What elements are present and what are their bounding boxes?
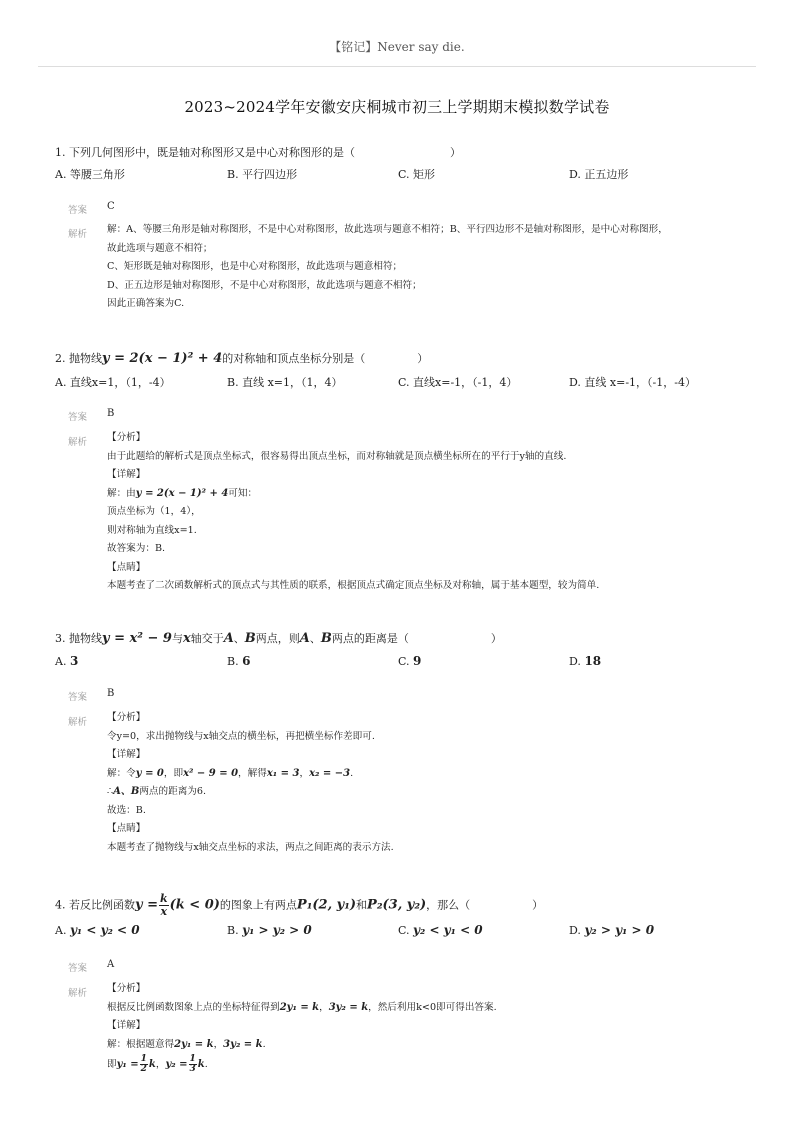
analysis-label: 解析 bbox=[68, 988, 88, 999]
analysis-line: 解：A、等腰三角形是轴对称图形，不是中心对称图形，故此选项与题意不相符；B、平行四边形不是轴对称图形，是中心对称图形， bbox=[107, 224, 668, 235]
analysis-heading: 【详解】 bbox=[107, 1020, 146, 1031]
option-b: B. y₁ > y₂ > 0 bbox=[227, 923, 312, 937]
question-4-analysis bbox=[107, 980, 727, 1076]
question-2-answer: B bbox=[107, 408, 115, 419]
question-3-stem: 3. 抛物线y = x² − 9与x轴交于A、B两点，则A、B两点的距离是（ ） bbox=[55, 631, 502, 646]
answer-label: 答案 bbox=[68, 412, 88, 423]
analysis-heading: 【分析】 bbox=[107, 432, 146, 443]
analysis-line: 本题考查了二次函数解析式的顶点式与其性质的联系，根据顶点式确定顶点坐标及对称轴，属于基本题型，较为简单. bbox=[107, 580, 600, 591]
question-1-analysis bbox=[107, 221, 727, 314]
option-a: A. 直线x=1，（1，-4） bbox=[55, 376, 171, 389]
option-c: C. 矩形 bbox=[398, 168, 436, 181]
option-c: C. 9 bbox=[398, 654, 422, 668]
analysis-heading: 【点睛】 bbox=[107, 561, 146, 573]
option-a: A. 3 bbox=[55, 654, 79, 668]
question-3-analysis bbox=[107, 709, 727, 857]
option-c: C. y₂ < y₁ < 0 bbox=[398, 923, 483, 937]
question-4-answer: A bbox=[107, 959, 115, 970]
question-1-answer: C bbox=[107, 201, 115, 212]
option-b: B. 直线 x=1，（1，4） bbox=[227, 376, 343, 389]
analysis-heading: 【详解】 bbox=[107, 749, 146, 760]
analysis-line: 因此正确答案为C. bbox=[107, 298, 185, 309]
header-divider bbox=[38, 66, 756, 67]
option-d: D. 直线 x=-1，（-1，-4） bbox=[569, 376, 696, 389]
fraction: $\frac{k}{x}$ bbox=[159, 892, 168, 918]
fraction: $\frac{1}{3}$ bbox=[189, 1054, 196, 1074]
analysis-heading: 【分析】 bbox=[107, 712, 146, 723]
question-4-stem: 4. 若反比例函数y = $\frac{k}{x}$ (k < 0)的图象上有两点P₁(2, y₁)和P₂(3, y₂)，那么（ ） bbox=[55, 892, 544, 918]
option-d: D. 18 bbox=[569, 654, 602, 668]
analysis-line: C、矩形既是轴对称图形，也是中心对称图形，故此选项与题意相符； bbox=[107, 261, 403, 272]
analysis-line: 令y=0，求出抛物线与x轴交点的横坐标，再把横坐标作差即可. bbox=[107, 730, 375, 742]
option-d: D. y₂ > y₁ > 0 bbox=[569, 923, 655, 937]
answer-label: 答案 bbox=[68, 692, 88, 703]
analysis-line: 解：根据题意得2y₁ = k，3y₂ = k. bbox=[107, 1038, 266, 1050]
analysis-line: 故选：B. bbox=[107, 804, 146, 816]
fraction: $\frac{1}{2}$ bbox=[140, 1054, 147, 1074]
analysis-line: 顶点坐标为（1，4）， bbox=[107, 506, 201, 517]
answer-label: 答案 bbox=[68, 205, 88, 216]
question-2-stem: 2. 抛物线y = 2(x − 1)² + 4的对称轴和顶点坐标分别是（ ） bbox=[55, 351, 429, 366]
question-3-answer: B bbox=[107, 688, 115, 699]
analysis-line: 根据反比例函数图象上点的坐标特征得到2y₁ = k，3y₂ = k，然后利用k<0即可得出答案. bbox=[107, 1001, 497, 1013]
analysis-line: 则对称轴为直线x=1. bbox=[107, 524, 197, 536]
question-1-stem: 1. 下列几何图形中，既是轴对称图形又是中心对称图形的是（ ） bbox=[55, 146, 461, 159]
analysis-label: 解析 bbox=[68, 717, 88, 728]
analysis-heading: 【详解】 bbox=[107, 469, 146, 480]
option-c: C. 直线x=-1，（-1，4） bbox=[398, 376, 518, 389]
analysis-line: D、正五边形是轴对称图形，不是中心对称图形，故此选项与题意不相符； bbox=[107, 279, 422, 291]
option-b: B. 6 bbox=[227, 654, 251, 668]
analysis-line: ∴A、B两点的距离为6. bbox=[107, 786, 207, 797]
formula: y = 2(x − 1)² + 4 bbox=[102, 351, 223, 366]
analysis-label: 解析 bbox=[68, 229, 88, 240]
page-title: 2023~2024学年安徽安庆桐城市初三上学期期末模拟数学试卷 bbox=[184, 98, 610, 116]
analysis-line: 故此选项与题意不相符； bbox=[107, 242, 213, 254]
analysis-heading: 【分析】 bbox=[107, 983, 146, 994]
option-a: A. y₁ < y₂ < 0 bbox=[55, 923, 140, 937]
analysis-line: 解：由y = 2(x − 1)² + 4可知： bbox=[107, 487, 258, 499]
option-d: D. 正五边形 bbox=[569, 168, 629, 181]
formula: y = x² − 9 bbox=[102, 631, 172, 646]
analysis-label: 解析 bbox=[68, 437, 88, 448]
header-motto: 【铭记】Never say die. bbox=[329, 40, 465, 54]
option-a: A. 等腰三角形 bbox=[55, 168, 125, 181]
question-2-analysis bbox=[107, 429, 727, 596]
analysis-heading: 【点睛】 bbox=[107, 823, 146, 834]
option-b: B. 平行四边形 bbox=[227, 168, 298, 181]
analysis-line: 本题考查了抛物线与x轴交点坐标的求法，两点之间距离的表示方法. bbox=[107, 841, 394, 853]
analysis-line: 故答案为：B. bbox=[107, 543, 166, 554]
analysis-line: 解：令y = 0，即x² − 9 = 0，解得x₁ = 3，x₂ = −3. bbox=[107, 767, 354, 779]
answer-label: 答案 bbox=[68, 963, 88, 974]
analysis-line: 由于此题给的解析式是顶点坐标式，很容易得出顶点坐标，而对称轴就是顶点横坐标所在的平行于y轴的直线. bbox=[107, 450, 567, 462]
analysis-line: 即y₁ = $\frac{1}{2}$ k，y₂ = $\frac{1}{3}$ k. bbox=[107, 1054, 208, 1074]
